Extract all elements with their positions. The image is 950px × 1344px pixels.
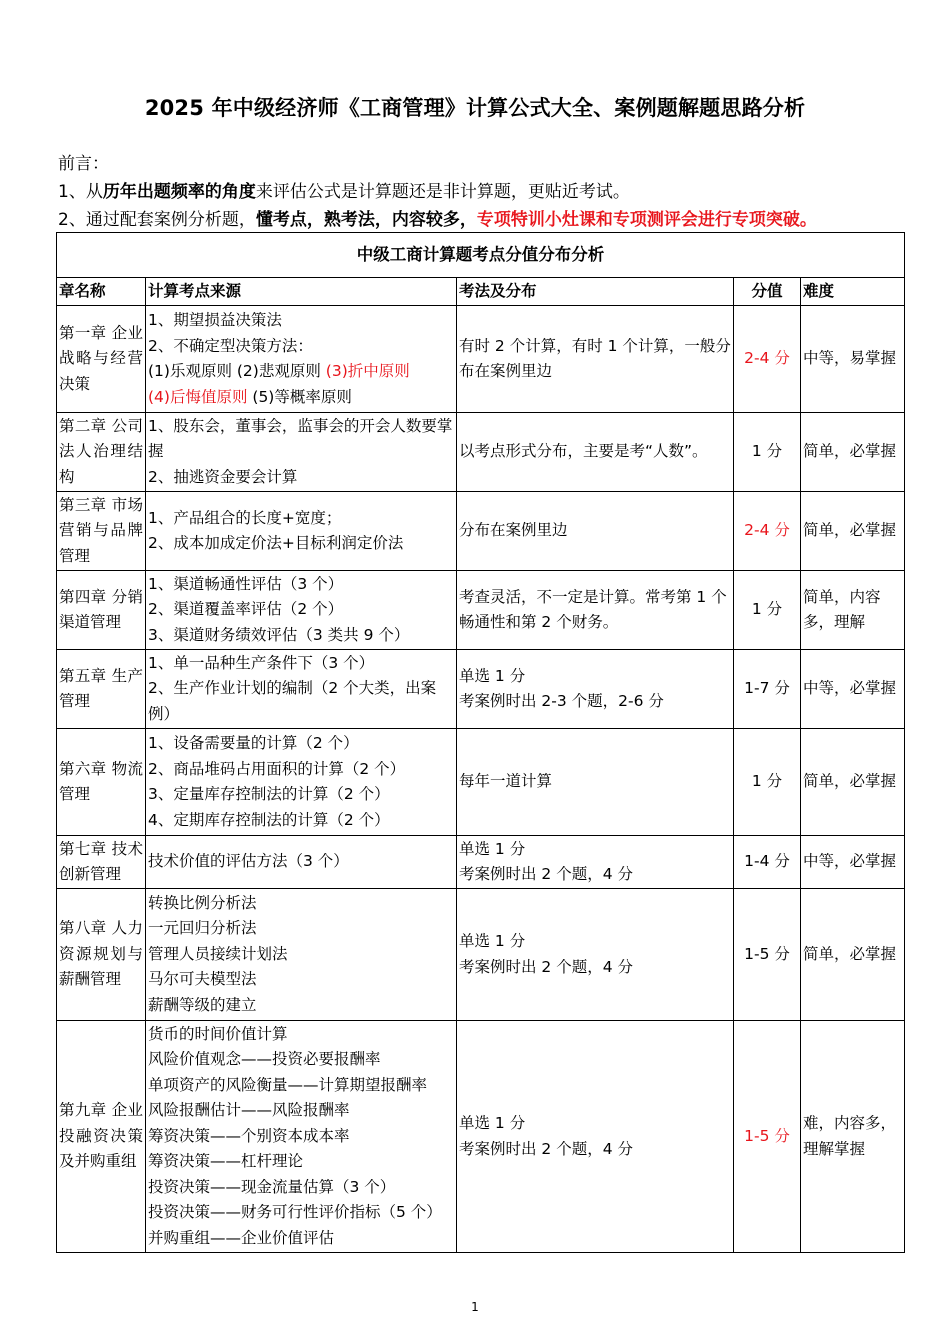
table-row (57, 729, 905, 836)
source-line: 并购重组——企业价值评估 (148, 1228, 335, 1247)
table-row (57, 413, 905, 492)
header-method: 考法及分布 (457, 278, 734, 306)
preface-line-2-prefix: 2、通过配套案例分析题， (58, 210, 256, 230)
cell-chapter: 第八章 人力资源规划与薪酬管理 (57, 889, 146, 1021)
table-row (57, 836, 905, 889)
cell-source (146, 1021, 457, 1253)
cell-method (457, 1021, 734, 1253)
method-line: 考案例时出 2 个题，4 分 (459, 865, 634, 883)
source-line: 单项资产的风险衡量——计算期望报酬率 (148, 1075, 428, 1094)
cell-source (146, 836, 457, 889)
source-option-b: (5)等概率原则 (247, 387, 352, 406)
preface-line-1 (58, 178, 817, 206)
source-line: 转换比例分析法 (148, 893, 257, 912)
score-distribution-table (56, 232, 905, 1253)
source-line: 技术价值的评估方法（3 个） (148, 852, 349, 871)
table-row (57, 306, 905, 413)
cell-difficulty: 简单，必掌握 (801, 413, 905, 492)
header-difficulty: 难度 (801, 278, 905, 306)
method-line: 单选 1 分 (459, 666, 526, 685)
source-line: 2、抽逃资金要会计算 (148, 467, 298, 486)
preface-line-2-red: 专项特训小灶课和专项测评会进行专项突破。 (476, 210, 817, 230)
header-source: 计算考点来源 (146, 278, 457, 306)
cell-score: 2-4 分 (734, 306, 801, 413)
preface-line-1-bold: 历年出题频率的角度 (102, 182, 256, 202)
header-chapter: 章名称 (57, 278, 146, 306)
preface-line-2 (58, 206, 817, 234)
cell-difficulty: 简单，必掌握 (801, 729, 905, 836)
cell-score: 1 分 (734, 413, 801, 492)
cell-source (146, 413, 457, 492)
source-line: 一元回归分析法 (148, 919, 257, 938)
cell-chapter: 第六章 物流管理 (57, 729, 146, 836)
cell-difficulty: 中等，必掌握 (801, 836, 905, 889)
cell-score: 1-7 分 (734, 650, 801, 729)
source-option-red2: (4)后悔值原则 (148, 387, 248, 406)
header-score: 分值 (734, 278, 801, 306)
source-rich-line (148, 359, 454, 410)
cell-difficulty: 简单，必掌握 (801, 492, 905, 571)
preface-line-1-suffix: 来评估公式是计算题还是非计算题，更贴近考试。 (255, 182, 630, 202)
preface-line-1-prefix: 1、从 (58, 182, 103, 202)
source-line: 2、成本加成定价法+目标利润定价法 (148, 534, 404, 552)
cell-chapter: 第二章 公司法人治理结构 (57, 413, 146, 492)
source-line: 1、股东会，董事会，监事会的开会人数要掌握 (148, 416, 453, 461)
source-line: 马尔可夫模型法 (148, 970, 257, 989)
source-line: 2、不确定型决策方法： (148, 336, 313, 355)
source-line: 1、单一品种生产条件下（3 个） (148, 653, 375, 672)
cell-chapter: 第九章 企业投融资决策及并购重组 (57, 1021, 146, 1253)
source-line: 4、定期库存控制法的计算（2 个） (148, 810, 390, 829)
cell-score: 1 分 (734, 571, 801, 650)
document-title: 2025 年中级经济师《工商管理》计算公式大全、案例题解题思路分析 (144, 96, 806, 120)
source-option-a: (1)乐观原则 (2)悲观原则 (148, 362, 326, 380)
source-line: 筹资决策——杠杆理论 (148, 1152, 304, 1171)
cell-method: 每年一道计算 (457, 729, 734, 836)
source-line: 1、期望损益决策法 (148, 311, 282, 329)
source-line: 投资决策——现金流量估算（3 个） (148, 1177, 396, 1196)
cell-method (457, 650, 734, 729)
table-row (57, 889, 905, 1021)
table-header-row (57, 278, 905, 306)
cell-source (146, 650, 457, 729)
table-row (57, 1021, 905, 1253)
cell-score: 1-4 分 (734, 836, 801, 889)
preface-line-2-bold: 懂考点，熟考法，内容较多， (255, 210, 477, 230)
table-row (57, 492, 905, 571)
table-row (57, 650, 905, 729)
cell-method (457, 889, 734, 1021)
cell-source (146, 889, 457, 1021)
source-line: 1、产品组合的长度+宽度； (148, 508, 342, 527)
cell-source (146, 306, 457, 413)
cell-method: 以考点形式分布，主要是考“人数”。 (457, 413, 734, 492)
source-line: 投资决策——财务可行性评价指标（5 个） (148, 1203, 442, 1222)
source-line: 1、渠道畅通性评估（3 个） (148, 574, 344, 593)
cell-difficulty: 中等，必掌握 (801, 650, 905, 729)
cell-source (146, 729, 457, 836)
source-line: 3、渠道财务绩效评估（3 类共 9 个） (148, 625, 410, 644)
cell-score: 2-4 分 (734, 492, 801, 571)
source-line: 管理人员接续计划法 (148, 944, 288, 963)
source-line: 风险价值观念——投资必要报酬率 (148, 1050, 381, 1069)
source-line: 筹资决策——个别资本成本率 (148, 1126, 350, 1145)
page-number: 1 (471, 1300, 479, 1314)
cell-method: 分布在案例里边 (457, 492, 734, 571)
cell-score: 1 分 (734, 729, 801, 836)
preface (58, 150, 817, 234)
cell-source (146, 492, 457, 571)
source-line: 2、渠道覆盖率评估（2 个） (148, 600, 344, 619)
method-line: 单选 1 分 (459, 839, 526, 858)
cell-score: 1-5 分 (734, 1021, 801, 1253)
source-line: 2、生产作业计划的编制（2 个大类，出案例） (148, 679, 437, 723)
cell-chapter: 第七章 技术创新管理 (57, 836, 146, 889)
cell-method: 有时 2 个计算，有时 1 个计算，一般分布在案例里边 (457, 306, 734, 413)
table-caption: 中级工商计算题考点分值分布分析 (57, 233, 905, 278)
cell-score: 1-5 分 (734, 889, 801, 1021)
cell-method (457, 836, 734, 889)
cell-difficulty: 简单，内容多，理解 (801, 571, 905, 650)
source-line: 1、设备需要量的计算（2 个） (148, 734, 359, 752)
method-line: 单选 1 分 (459, 1114, 526, 1132)
cell-difficulty: 简单，必掌握 (801, 889, 905, 1021)
source-line: 货币的时间价值计算 (148, 1024, 288, 1043)
source-line: 3、定量库存控制法的计算（2 个） (148, 785, 390, 803)
source-option-red1: (3)折中原则 (325, 362, 410, 380)
method-line: 考案例时出 2 个题，4 分 (459, 957, 634, 976)
source-line: 风险报酬估计——风险报酬率 (148, 1101, 350, 1120)
cell-chapter: 第三章 市场营销与品牌管理 (57, 492, 146, 571)
cell-chapter: 第四章 分销渠道管理 (57, 571, 146, 650)
method-line: 考案例时出 2 个题，4 分 (459, 1139, 634, 1158)
source-line: 薪酬等级的建立 (148, 995, 257, 1014)
cell-difficulty: 中等，易掌握 (801, 306, 905, 413)
table-row (57, 571, 905, 650)
preface-label: 前言： (58, 154, 109, 174)
cell-chapter: 第一章 企业战略与经营决策 (57, 306, 146, 413)
method-line: 考案例时出 2-3 个题，2-6 分 (459, 692, 664, 710)
cell-method: 考查灵活，不一定是计算。常考第 1 个畅通性和第 2 个财务。 (457, 571, 734, 650)
cell-chapter: 第五章 生产管理 (57, 650, 146, 729)
method-line: 单选 1 分 (459, 932, 526, 950)
cell-difficulty: 难，内容多，理解掌握 (801, 1021, 905, 1253)
source-line: 2、商品堆码占用面积的计算（2 个） (148, 759, 406, 778)
cell-source (146, 571, 457, 650)
